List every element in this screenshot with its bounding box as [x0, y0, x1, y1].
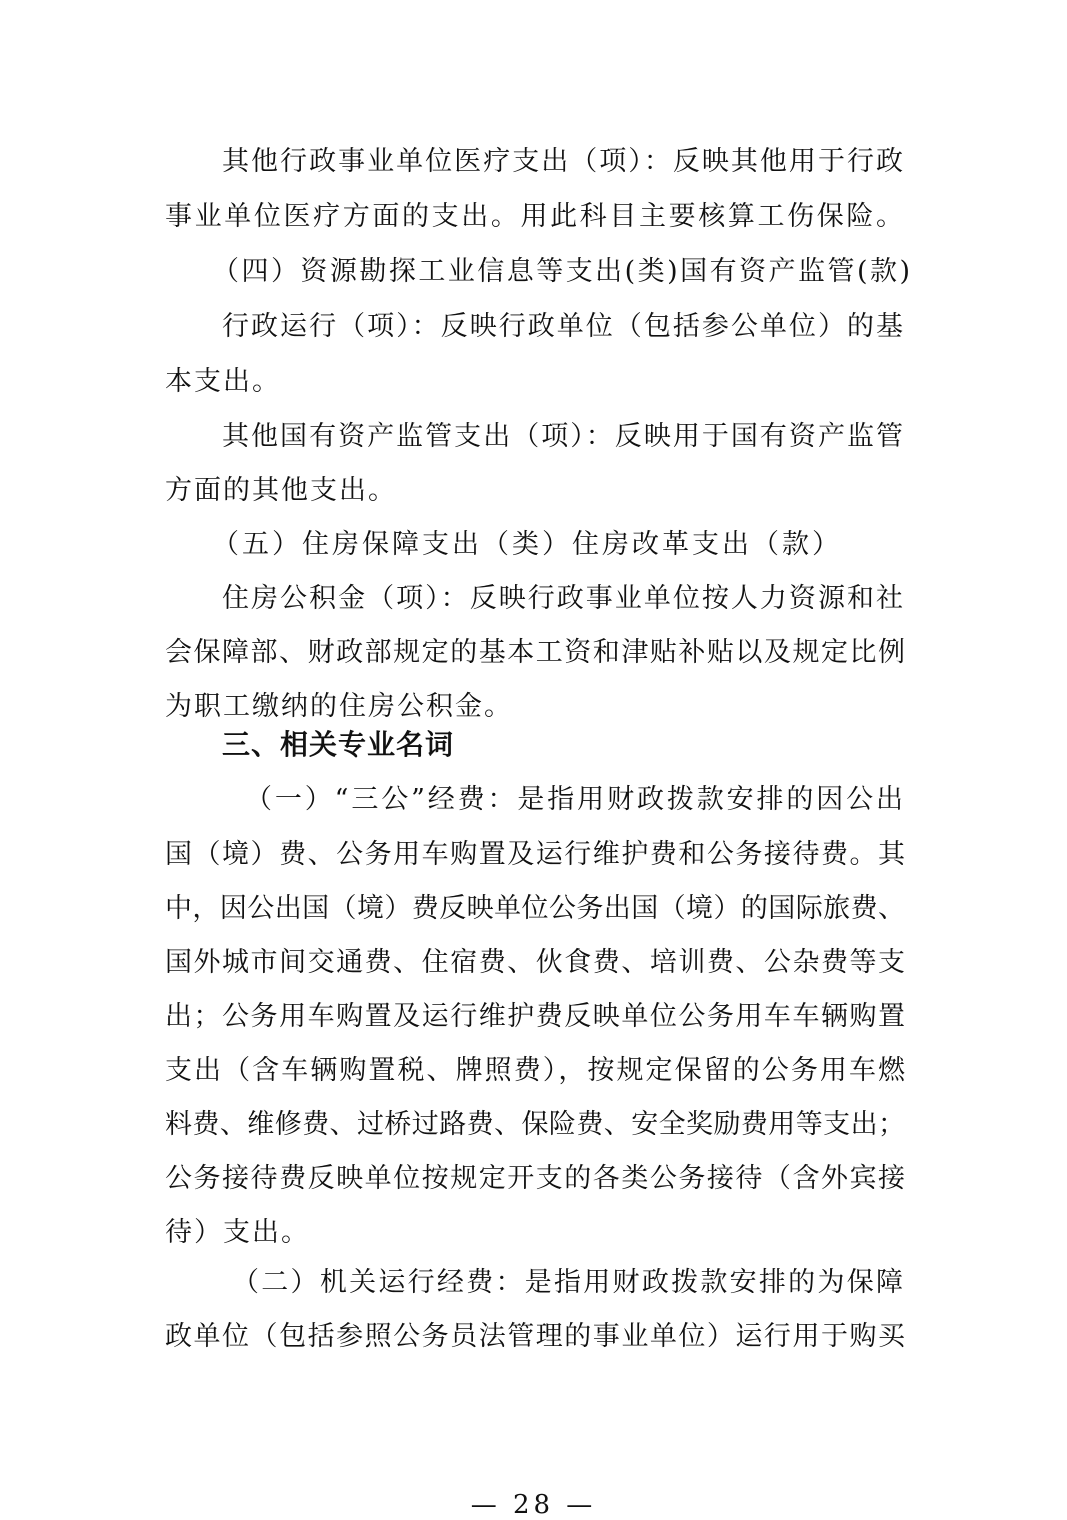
text-line: 中，因公出国（境）费反映单位公务出国（境）的国际旅费、 [165, 893, 905, 924]
text-line: 国外城市间交通费、住宿费、伙食费、培训费、公杂费等支 [165, 947, 905, 978]
chapter-heading: 三、相关专业名词 [222, 728, 455, 761]
text-line: 支出（含车辆购置税、牌照费），按规定保留的公务用车燃 [165, 1055, 905, 1086]
text-line: 其他行政事业单位医疗支出（项）：反映其他用于行政 [222, 146, 905, 177]
text-line: 会保障部、财政部规定的基本工资和津贴补贴以及规定比例 [165, 637, 905, 668]
text-line: （二）机关运行经费：是指用财政拨款安排的为保障 [232, 1267, 905, 1298]
text-line: 方面的其他支出。 [165, 475, 397, 506]
text-line: 出；公务用车购置及运行维护费反映单位公务用车车辆购置 [165, 1001, 905, 1032]
page-number: — 28 — [470, 1490, 597, 1520]
text-line: 其他国有资产监管支出（项）：反映用于国有资产监管 [222, 421, 905, 452]
text-line: 待）支出。 [165, 1217, 310, 1248]
text-line: 本支出。 [165, 366, 281, 397]
text-line: 住房公积金（项）：反映行政事业单位按人力资源和社 [222, 583, 905, 614]
text-line: 政单位（包括参照公务员法管理的事业单位）运行用于购买 [165, 1321, 905, 1352]
text-line: 为职工缴纳的住房公积金。 [165, 691, 513, 722]
section-heading: （四）资源勘探工业信息等支出(类)国有资产监管(款) [212, 256, 912, 287]
text-line: 行政运行（项）：反映行政单位（包括参公单位）的基 [222, 311, 905, 342]
text-line: （一）“三公”经费：是指用财政拨款安排的因公出 [245, 784, 905, 815]
text-line: 事业单位医疗方面的支出。用此科目主要核算工伤保险。 [165, 201, 905, 232]
text-line: 国（境）费、公务用车购置及运行维护费和公务接待费。其 [165, 839, 905, 870]
section-heading: （五）住房保障支出（类）住房改革支出（款） [212, 529, 842, 560]
text-line: 料费、维修费、过桥过路费、保险费、安全奖励费用等支出； [165, 1109, 905, 1140]
text-line: 公务接待费反映单位按规定开支的各类公务接待（含外宾接 [165, 1163, 905, 1194]
